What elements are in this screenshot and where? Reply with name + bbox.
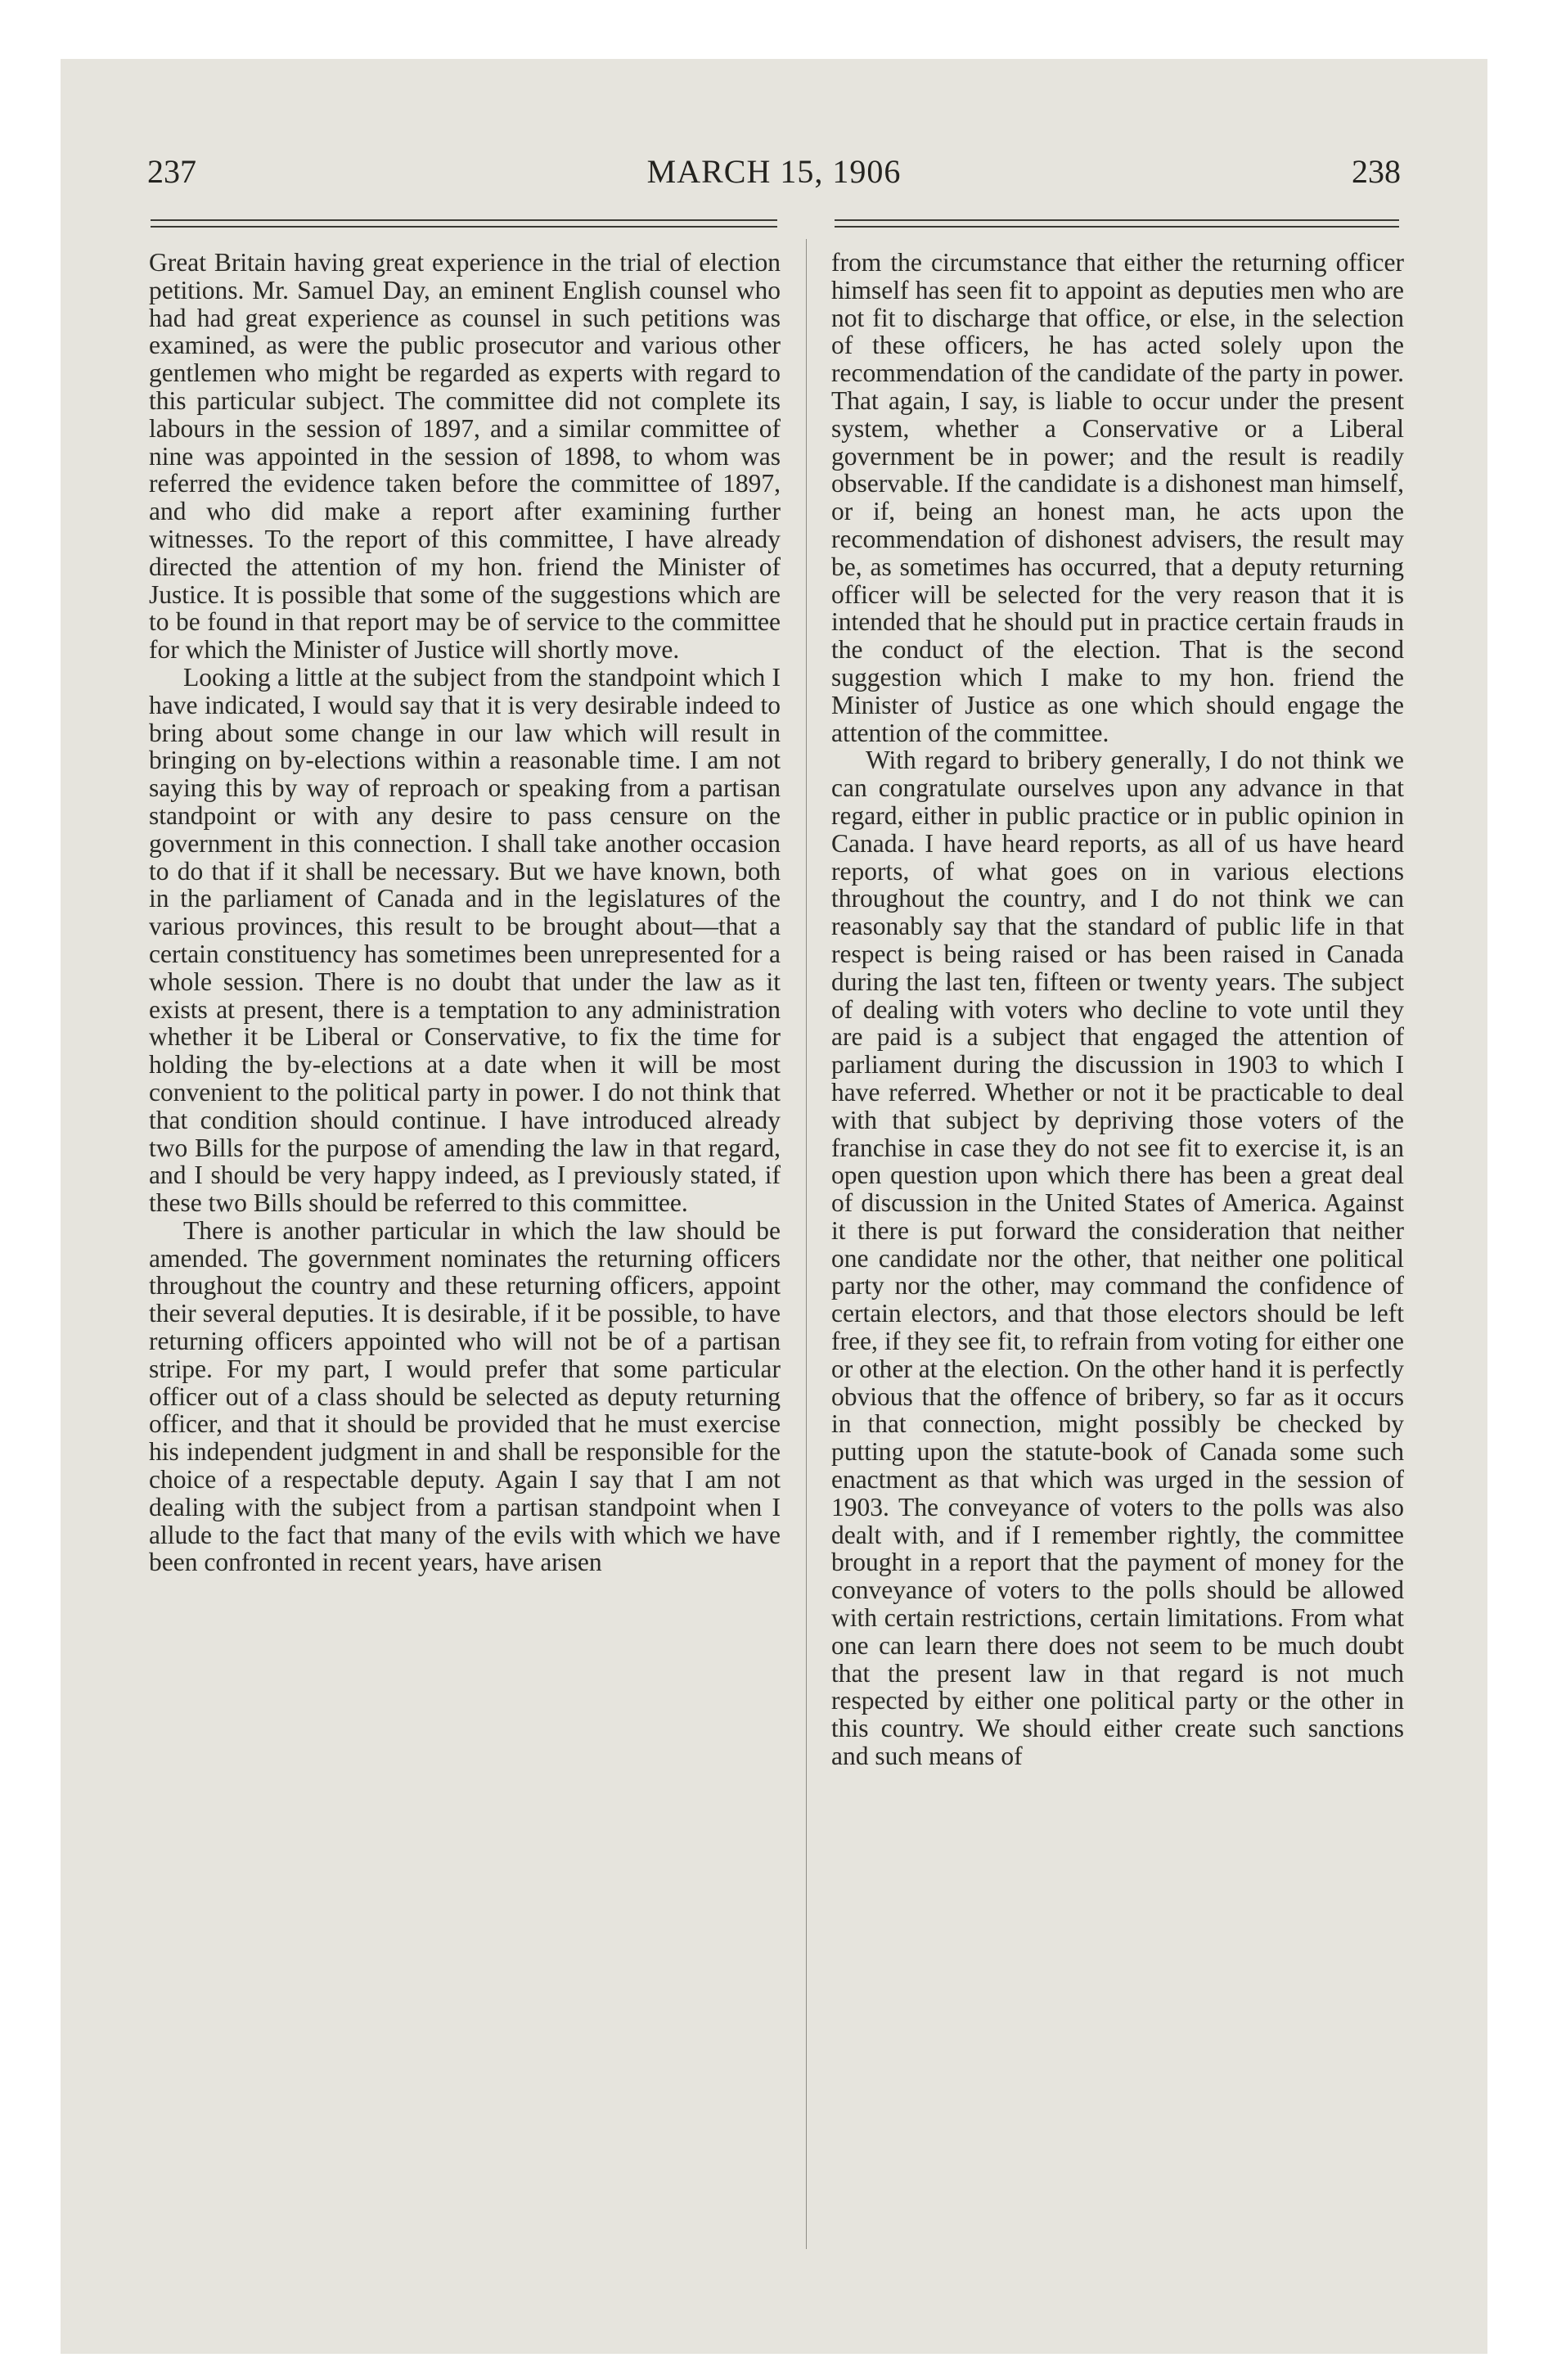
left-column — [149, 249, 781, 1576]
right-column — [831, 249, 1404, 1770]
header-rule-left-double — [151, 226, 777, 228]
left-paragraph-3: There is another particular in which the law should be amended. The government nominates the returning officers throughout the country and these returning officers, appoint their several deputies. It is desirable, if it be possible, to have returning officers appointed who will not be of a partisan stripe. For my part, I would prefer that some particular officer out of a class should be selected as deputy returning officer, and that it should be provided that he must exercise his independent judgment in and shall be responsible for the choice of a respectable deputy. Again I say that I am not dealing with the subject from a partisan standpoint when I allude to the fact that many of the evils with which we have been confronted in recent years, have arisen — [149, 1215, 781, 1577]
left-paragraph-2: Looking a little at the subject from the standpoint which I have indicated, I would say that it is very desirable indeed to bring about some change in our law which will result in bringing on by-elections within a reasonable time. I am not saying this by way of reproach or speaking from a partisan standpoint or with any desire to pass censure on the government in this connection. I shall take another occasion to do that if it shall be necessary. But we have known, both in the parliament of Canada and in the legislatures of the various provinces, this result to be brought about—that a certain constituency has sometimes been unrepresented for a whole session. There is no doubt that under the law as it exists at present, there is a temptation to any administration whether it be Liberal or Conservative, to fix the time for holding the by-elections at a date when it will be most convenient to the political party in power. I do not think that that condition should continue. I have introduced already two Bills for the purpose of amending the law in that regard, and I should be very happy indeed, as I previously stated, if these two Bills should be referred to this committee. — [149, 662, 781, 1218]
right-paragraph-2: With regard to bribery generally, I do not think we can congratulate ourselves upon any advance in that regard, either in public practice or in public opinion in Canada. I have heard reports, as all of us have heard reports, of what goes on in various elections throughout the country, and I do not think we can reasonably say that the standard of public life in that respect is being raised or has been raised in Canada during the last ten, fifteen or twenty years. The subject of dealing with voters who decline to vote until they are paid is a subject that engaged the attention of parliament during the discussion in 1903 to which I have referred. Whether or not it be practicable to deal with that subject by depriving those voters of the franchise in case they do not see fit to exercise it, is an open question upon which there has been a great deal of discussion in the United States of America. Against it there is put forward the consideration that neither one candidate nor the other, that neither one political party nor the other, may command the confidence of certain electors, and that those electors should be left free, if they see fit, to refrain from voting for either one or other at the election. On the other hand it is perfectly obvious that the offence of bribery, so far as it occurs in that connection, might possibly be checked by putting upon the statute-book of Canada some such enactment as that which was urged in the session of 1903. The conveyance of voters to the polls was also dealt with, and if I remember rightly, the committee brought in a report that the payment of money for the conveyance of voters to the polls should be allowed with certain restrictions, certain limitations. From what one can learn there does not seem to be much doubt that the present law in that regard is not much respected by either one political party or the other in this country. We should either create such sanctions and such means of — [831, 746, 1404, 1771]
right-page-number: 238 — [1352, 153, 1401, 190]
left-page-number: 237 — [147, 153, 196, 190]
scanned-page — [61, 59, 1487, 2354]
right-paragraph-1: from the circumstance that either the returning officer himself has seen fit to appoint as deputies men who are not fit to discharge that office, or else, in the selection of these officers, he has acted solely upon the recommendation of the candidate of the party in power. That again, I say, is liable to occur under the present system, whether a Conservative or a Liberal government be in power; and the result is readily observable. If the candidate is a dishonest man himself, or if, being an honest man, he acts upon the recommendation of dishonest advisers, the result may be, as sometimes has occurred, that a deputy returning officer will be selected for the very reason that it is intended that he should put in practice certain frauds in the conduct of the election. That is the second suggestion which I make to my hon. friend the Minister of Justice as one which should engage the attention of the committee. — [831, 248, 1404, 747]
header-rule-right-double — [835, 226, 1399, 228]
left-paragraph-1: Great Britain having great experience in the trial of election petitions. Mr. Samuel Day, an eminent English counsel who had had great experience as counsel in such petitions was examined, as were the public prosecutor and various other gentlemen who might be regarded as experts with regard to this particular subject. The committee did not complete its labours in the session of 1897, and a similar committee of nine was appointed in the session of 1898, to whom was referred the evidence taken before the committee of 1897, and who did make a report after examining further witnesses. To the report of this committee, I have already directed the attention of my hon. friend the Minister of Justice. It is possible that some of the suggestions which are to be found in that report may be of service to the committee for which the Minister of Justice will shortly move. — [149, 248, 781, 665]
header-rule-left — [151, 219, 777, 221]
column-divider — [806, 239, 807, 2249]
header-rule-right — [835, 219, 1399, 221]
running-header-date: MARCH 15, 1906 — [646, 153, 902, 190]
